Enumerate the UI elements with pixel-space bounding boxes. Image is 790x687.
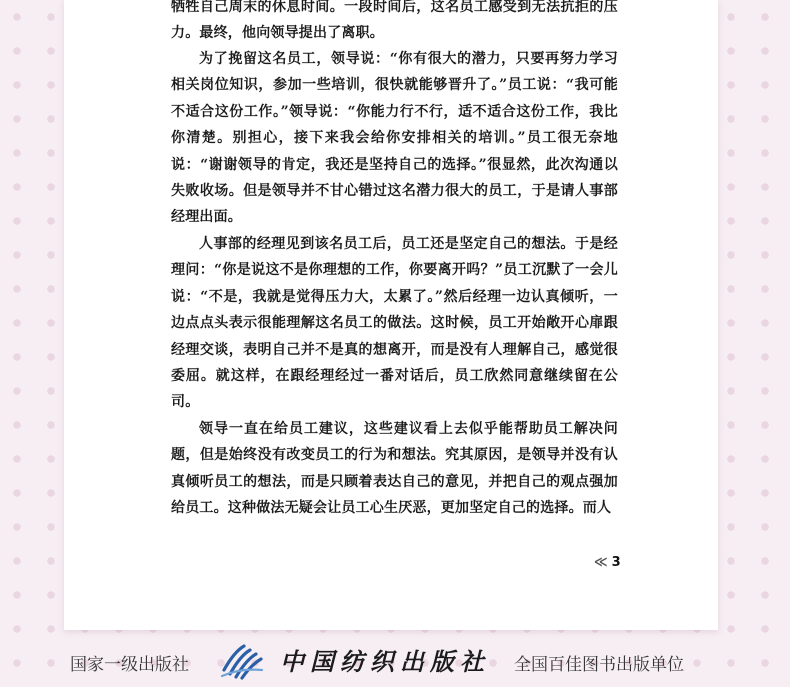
- paragraph-2: 为了挽留这名员工，领导说：“你有很大的潜力，只要再努力学习相关岗位知识，参加一些培训，很快就能够晋升了。”员工说：“我可能不适合这份工作。”领导说：“你能力行不行，适不适合这份工作，我比你清楚。别担心，接下来我会给你安排相关的培训。”员工很无奈地说：“谢谢领导的肯定，我还是坚持自己的选择。”很显然，此次沟通以失败收场。但是领导并不甘心错过这名潜力很大的员工，于是请人事部经理出面。: [171, 51, 618, 226]
- paragraph-4: 领导一直在给员工建议，这些建议看上去似乎能帮助员工解决问题，但是始终没有改变员工的行为和想法。究其原因，是领导并没有认真倾听员工的想法，而是只顾着表达自己的意见，并把自己的观点强加给员工。这种做法无疑会让员工心生厌恶，更加坚定自己的选择。而人: [171, 421, 618, 517]
- footer-right-text: 全国百佳图书出版单位: [514, 655, 684, 675]
- publisher-footer: [0, 630, 790, 687]
- paragraph-1: 牺牲自己周末的休息时间。一段时间后，这名员工感受到无法抗拒的压力。最终，他向领导提出了离职。: [171, 0, 618, 42]
- book-page: [64, 0, 718, 630]
- footer-left-text: 国家一级出版社: [70, 655, 189, 675]
- paragraph-3: 人事部的经理见到该名员工后，员工还是坚定自己的想法。于是经理问：“你是说这不是你理想的工作，你要离开吗？”员工沉默了一会儿说：“不是，我就是觉得压力大，太累了。”然后经理一边认真倾听，一边点点头表示很能理解这名员工的做法。这时候，员工开始敞开心扉跟经理交谈，表明自己并不是真的想离开，而是没有人理解自己，感觉很委屈。就这样，在跟经理经过一番对话后，员工欣然同意继续留在公司。: [171, 236, 618, 411]
- page-marker-icon: ≪: [594, 555, 606, 570]
- publisher-name: 中国纺织出版社: [280, 647, 490, 676]
- page-number-value: 3: [611, 555, 621, 570]
- publisher-wave-logo-icon: [220, 640, 264, 680]
- page-number: [594, 555, 621, 570]
